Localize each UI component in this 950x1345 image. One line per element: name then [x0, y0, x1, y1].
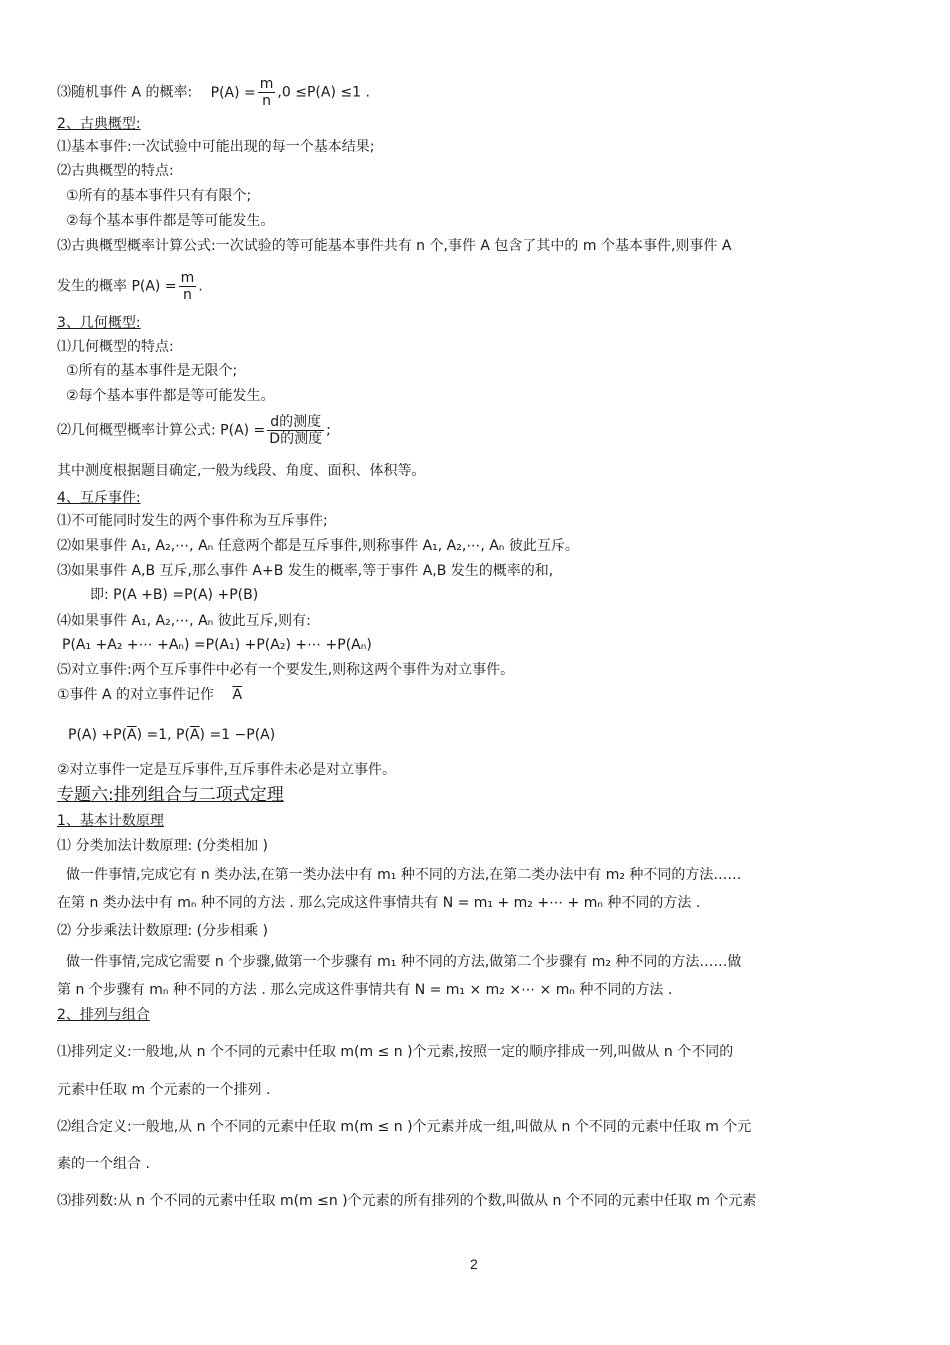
line-permutation-number: ⑶排列数:从 n 个不同的元素中任取 m(m ≤n )个元素的所有排列的个数,叫做从 n 个不同的元素中任取 m 个元素: [57, 1193, 757, 1209]
formula-rhs: ;: [326, 422, 331, 439]
complement-symbol: $\overline{A}$: [189, 727, 200, 743]
complement-symbol: $\overline{A}$: [127, 727, 137, 743]
line-classical-feature-2: ②每个基本事件都是等可能发生。: [66, 213, 275, 229]
complement-symbol: $\overline{A}$: [232, 687, 243, 703]
text: ①事件 A 的对立事件记作: [57, 687, 215, 703]
line-exclusive-general: ⑷如果事件 A₁, A₂,⋯, Aₙ 彼此互斥,则有:: [57, 613, 311, 629]
formula-rhs: ,0 ≤P(A) ≤1 .: [277, 84, 370, 101]
formula-lhs: 发生的概率 P(A) =: [57, 278, 177, 295]
denominator: D的测度: [269, 431, 323, 447]
line-measure-note: 其中测度根据题目确定,一般为线段、角度、面积、体积等。: [57, 463, 426, 479]
formula-part: P(A) +P(: [68, 727, 128, 743]
heading-geometric-probability: 3、几何概型:: [57, 315, 141, 331]
line-geometric-feature-2: ②每个基本事件都是等可能发生。: [66, 388, 275, 404]
line-exclusive-def: ⑴不可能同时发生的两个事件称为互斥事件;: [57, 513, 328, 529]
line-multiplication-desc-2: 第 n 个步骤有 mₙ 种不同的方法 . 那么完成这件事情共有 N = m₁ × m₂ ×⋯ × mₙ 种不同的方法 .: [57, 982, 673, 998]
line-complement-formula: [68, 726, 275, 744]
formula-part: ) =1, P(: [136, 727, 190, 743]
heading-counting-principle: 1、基本计数原理: [57, 813, 164, 829]
denominator: n: [262, 93, 272, 109]
formula-rhs: .: [198, 278, 203, 295]
line-geometric-features: ⑴几何概型的特点:: [57, 339, 174, 355]
line-exclusive-general-formula: P(A₁ +A₂ +⋯ +Aₙ) =P(A₁) +P(A₂) +⋯ +P(Aₙ): [62, 637, 372, 653]
line-addition-desc-2: 在第 n 类办法中有 mₙ 种不同的方法 . 那么完成这件事情共有 N = m₁ + m₂ +⋯ + mₙ 种不同的方法 .: [57, 895, 701, 911]
formula-lhs: P(A) =: [210, 84, 256, 101]
fraction: [258, 76, 276, 109]
heading-mutually-exclusive: 4、互斥事件:: [57, 490, 141, 506]
line-combination-def: ⑵组合定义:一般地,从 n 个不同的元素中任取 m(m ≤ n )个元素并成一组,叫做从 n 个不同的元素中任取 m 个元: [57, 1119, 752, 1135]
line-geometric-formula: [57, 414, 331, 447]
line-exclusive-multiple: ⑵如果事件 A₁, A₂,⋯, Aₙ 任意两个都是互斥事件,则称事件 A₁, A₂,⋯, Aₙ 彼此互斥。: [57, 538, 579, 554]
numerator: m: [180, 270, 195, 286]
formula-lhs: ⑵几何概型概率计算公式: P(A) =: [57, 422, 266, 439]
page-number: 2: [470, 1256, 478, 1272]
line-permutation-def-cont: 元素中任取 m 个元素的一个排列 .: [57, 1082, 271, 1098]
heading-topic-six: 专题六:排列组合与二项式定理: [57, 785, 284, 805]
fraction: [179, 270, 197, 303]
line-classical-features: ⑵古典概型的特点:: [57, 163, 174, 179]
line-combination-def-cont: 素的一个组合 .: [57, 1156, 150, 1172]
line-random-event-probability: [57, 76, 370, 109]
fraction: [267, 414, 324, 447]
heading-classical-probability: 2、古典概型:: [57, 116, 141, 132]
numerator: d的测度: [267, 414, 324, 431]
line-complement-note: ②对立事件一定是互斥事件,互斥事件未必是对立事件。: [57, 762, 396, 778]
line-multiplication-desc-1: 做一件事情,完成它需要 n 个步骤,做第一个步骤有 m₁ 种不同的方法,做第二个步骤有 m₂ 种不同的方法……做: [66, 954, 742, 970]
formula-part: ) =1 −P(A): [199, 727, 276, 743]
line-addition-principle: ⑴ 分类加法计数原理: (分类相加 ): [57, 838, 268, 854]
line-exclusive-sum-formula: 即: P(A +B) =P(A) +P(B): [90, 587, 259, 603]
heading-permutation-combination: 2、排列与组合: [57, 1007, 150, 1023]
text: ⑶随机事件 A 的概率:: [57, 84, 193, 101]
denominator: n: [182, 287, 192, 303]
line-classical-formula-result: [57, 270, 203, 303]
line-classical-formula: ⑶古典概型概率计算公式:一次试验的等可能基本事件共有 n 个,事件 A 包含了其中的 m 个基本事件,则事件 A: [57, 238, 732, 254]
line-complement-def: ⑸对立事件:两个互斥事件中必有一个要发生,则称这两个事件为对立事件。: [57, 662, 515, 678]
line-classical-feature-1: ①所有的基本事件只有有限个;: [66, 188, 252, 204]
line-addition-desc-1: 做一件事情,完成它有 n 类办法,在第一类办法中有 m₁ 种不同的方法,在第二类办法中有 m₂ 种不同的方法……: [66, 867, 742, 883]
line-multiplication-principle: ⑵ 分步乘法计数原理: (分步相乘 ): [57, 923, 268, 939]
line-exclusive-sum: ⑶如果事件 A,B 互斥,那么事件 A+B 发生的概率,等于事件 A,B 发生的概率的和,: [57, 563, 554, 579]
line-basic-event: ⑴基本事件:一次试验中可能出现的每一个基本结果;: [57, 139, 375, 155]
numerator: m: [259, 76, 274, 92]
line-complement-notation: [57, 686, 242, 704]
line-geometric-feature-1: ①所有的基本事件是无限个;: [66, 363, 238, 379]
line-permutation-def: ⑴排列定义:一般地,从 n 个不同的元素中任取 m(m ≤ n )个元素,按照一定的顺序排成一列,叫做从 n 个不同的: [57, 1044, 734, 1060]
